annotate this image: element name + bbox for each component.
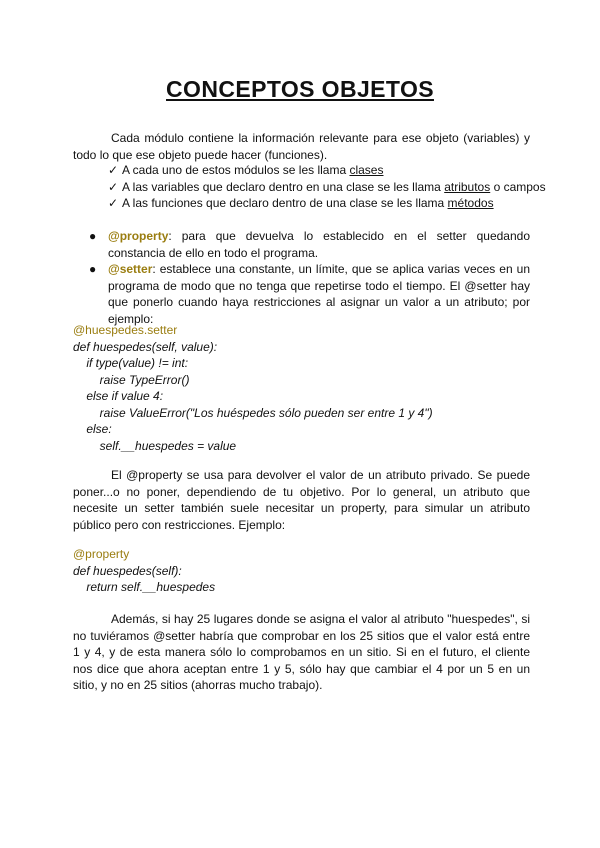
conclusion-paragraph: Además, si hay 25 lugares donde se asigna el valor al atributo "huespedes", si no tuviéramos @setter habría que comprobar en los 25 sitios que el valor está entre 1 y 4, y de esta manera sólo lo comprobamos en un sitio. Si en el futuro, el cliente nos dice que ahora aceptan entre 1 y 5, sólo hay que cambiar el 4 por un 5 en un sitio, y no en 25 sitios (ahorras mucho trabajo). — [73, 612, 530, 692]
code-line: return self.__huespedes — [73, 580, 216, 594]
bullet-icon: ● — [89, 262, 97, 276]
page-title: CONCEPTOS OBJETOS — [166, 76, 434, 102]
code-line: def huespedes(self): — [73, 563, 182, 578]
checkmark-icon: ✓ — [108, 163, 119, 177]
code-line: else if value 4: — [73, 389, 164, 403]
code-line: raise ValueError("Los huéspedes sólo pueden ser entre 1 y 4") — [73, 405, 433, 420]
property-code-block — [73, 546, 215, 596]
code-line: @huespedes.setter — [73, 323, 178, 337]
code-line: raise TypeError() — [73, 372, 190, 387]
term-clases: clases — [349, 163, 384, 177]
setter-code-block — [73, 322, 433, 454]
intro-paragraph: Cada módulo contiene la información relevante para ese objeto (variables) y todo lo que ese objeto puede hacer (funciones). — [73, 131, 530, 162]
bullet-icon: ● — [89, 229, 97, 243]
code-line: @property — [73, 547, 130, 561]
checkmark-icon: ✓ — [108, 179, 119, 194]
check-item: ✓ A las funciones que declaro dentro de una clase se les llama métodos — [108, 196, 494, 210]
term-atributos: atributos — [444, 179, 491, 194]
checkmark-list — [108, 162, 546, 212]
code-line: else: — [73, 422, 112, 436]
check-item: ✓ A las variables que declaro dentro en una clase se les llama atributos o campos — [108, 179, 546, 194]
decorator-bullet-list — [89, 228, 530, 327]
checkmark-icon: ✓ — [108, 196, 119, 210]
code-line: def huespedes(self, value): — [73, 339, 218, 354]
check-item: ✓ A cada uno de estos módulos se les llama clases — [108, 163, 384, 177]
code-line: self.__huespedes = value — [73, 438, 237, 453]
property-paragraph: El @property se usa para devolver el valor de un atributo privado. Se puede poner...o no poner, dependiendo de tu objetivo. Por lo general, un atributo que necesite un setter también suele necesitar un property, para simular un atributo público pero con restricciones. Ejemplo: — [73, 468, 530, 532]
bullet-item-setter: ● @setter: establece una constante, un límite, que se aplica varias veces en un programa de modo que no tenga que repetirse todo el tiempo. El @setter hay que ponerlo cuando haya restricciones al asignar un valor a un atributo; por ejemplo: — [89, 262, 530, 326]
bullet-item-property: ● @property: para que devuelva lo establecido en el setter quedando constancia de ello en todo el programa. — [89, 229, 530, 260]
code-line: if type(value) != int: — [73, 356, 189, 370]
term-metodos: métodos — [447, 196, 494, 210]
